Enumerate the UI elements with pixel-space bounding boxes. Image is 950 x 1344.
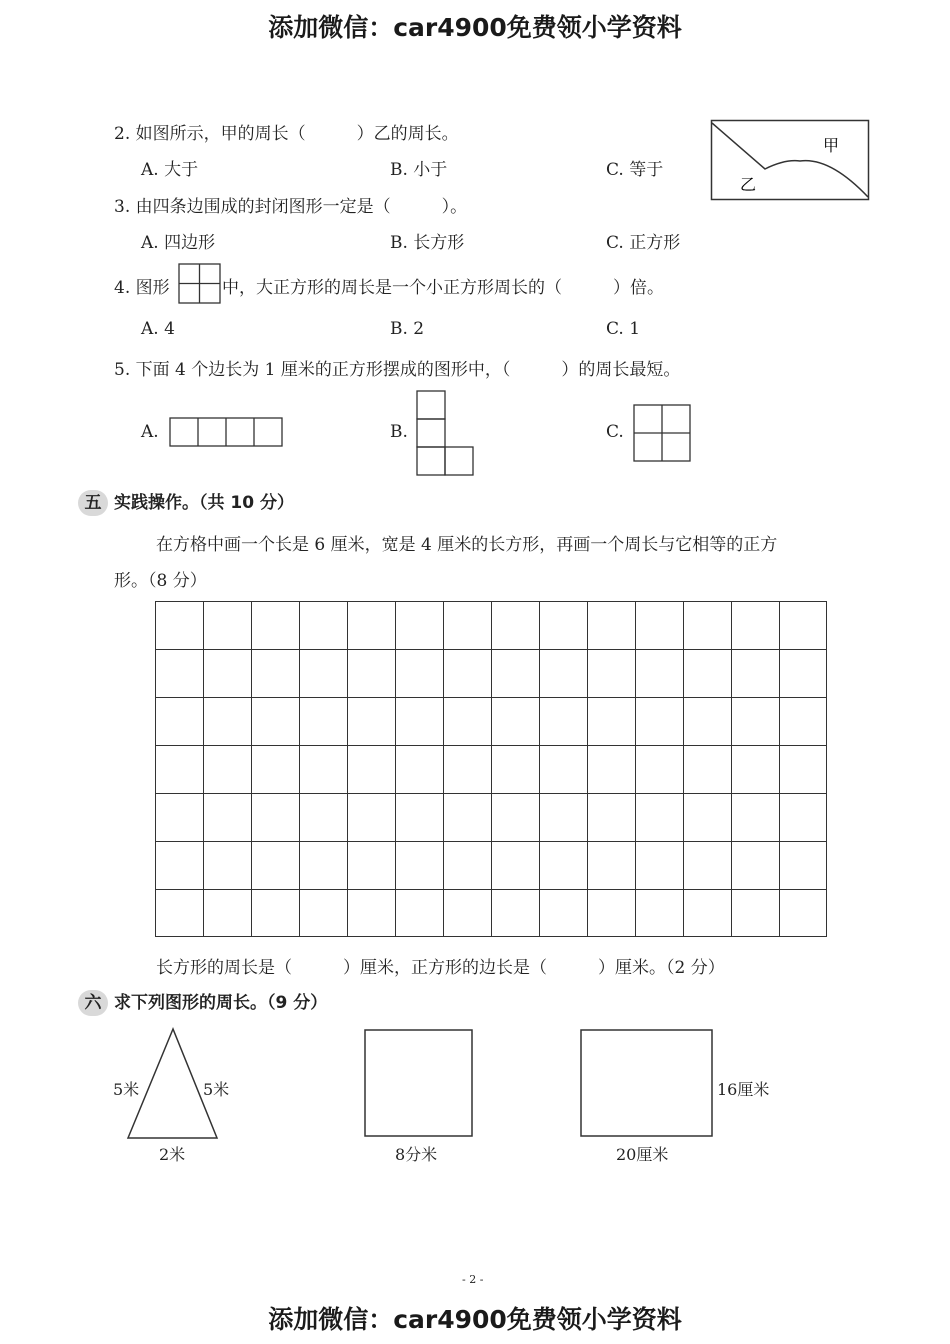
section-6-heading — [78, 988, 327, 1016]
triangle-base-label: 2米 — [159, 1145, 186, 1164]
figure-label-yi: 乙 — [740, 175, 757, 194]
section-6-badge: 六 — [78, 990, 108, 1016]
figure-frame — [712, 121, 869, 200]
triangle-left-side-label: 5米 — [113, 1080, 140, 1099]
section-6-title: 求下列图形的周长。（9 分） — [114, 993, 328, 1013]
section-5-heading — [78, 488, 294, 516]
question-3-option-a: A. 四边形 — [141, 233, 216, 253]
question-4-inline-square-figure — [178, 263, 222, 305]
figure-dividing-curve — [712, 123, 868, 197]
rectangle-figure — [580, 1029, 715, 1138]
page-number: - 2 - — [462, 1273, 484, 1286]
question-5-figure-a-row — [169, 417, 284, 448]
square-figure — [364, 1029, 475, 1138]
question-2-option-c: C. 等于 — [606, 160, 664, 180]
question-2-option-b: B. 小于 — [390, 160, 448, 180]
rectangle-height-label: 16厘米 — [717, 1080, 770, 1099]
question-5-option-b-label: B. — [390, 422, 408, 442]
question-5-option-c-label: C. — [606, 422, 624, 442]
question-4-option-b: B. 2 — [390, 319, 425, 339]
section-5-answer-line: 长方形的周长是（ ）厘米，正方形的边长是（ ）厘米。（2 分） — [156, 958, 725, 978]
section-5-instruction-line-1: 在方格中画一个长是 6 厘米，宽是 4 厘米的长方形，再画一个周长与它相等的正方 — [156, 535, 778, 555]
section-5-instruction-line-2: 形。（8 分） — [114, 571, 207, 591]
question-5-figure-c-square — [633, 404, 693, 462]
question-2-text: 2. 如图所示，甲的周长（ ）乙的周长。 — [114, 124, 459, 144]
drawing-grid[interactable] — [155, 601, 827, 937]
question-3-text: 3. 由四条边围成的封闭图形一定是（ ）。 — [114, 197, 468, 217]
question-4-option-c: C. 1 — [606, 319, 641, 339]
question-5-option-a-label: A. — [141, 422, 159, 442]
question-2-option-a: A. 大于 — [141, 160, 199, 180]
question-5-text: 5. 下面 4 个边长为 1 厘米的正方形摆成的图形中，（ ）的周长最短。 — [114, 360, 681, 380]
question-2-figure — [710, 119, 872, 203]
watermark-banner-top: 添加微信：car4900免费领小学资料 — [268, 13, 682, 42]
rectangle-width-label: 20厘米 — [616, 1145, 669, 1164]
square-side-label: 8分米 — [395, 1145, 438, 1164]
question-3-option-c: C. 正方形 — [606, 233, 681, 253]
triangle-right-side-label: 5米 — [203, 1080, 230, 1099]
question-3-option-b: B. 长方形 — [390, 233, 465, 253]
section-5-badge: 五 — [78, 490, 108, 516]
figure-label-jia: 甲 — [823, 136, 840, 155]
question-4-prefix: 4. 图形 — [114, 278, 170, 298]
question-4-option-a: A. 4 — [141, 319, 175, 339]
watermark-banner-bottom: 添加微信：car4900免费领小学资料 — [268, 1305, 682, 1334]
question-4-suffix: 中，大正方形的周长是一个小正方形周长的（ ）倍。 — [222, 278, 664, 298]
question-5-figure-b-lshape — [416, 390, 476, 476]
section-5-title: 实践操作。（共 10 分） — [114, 493, 294, 513]
